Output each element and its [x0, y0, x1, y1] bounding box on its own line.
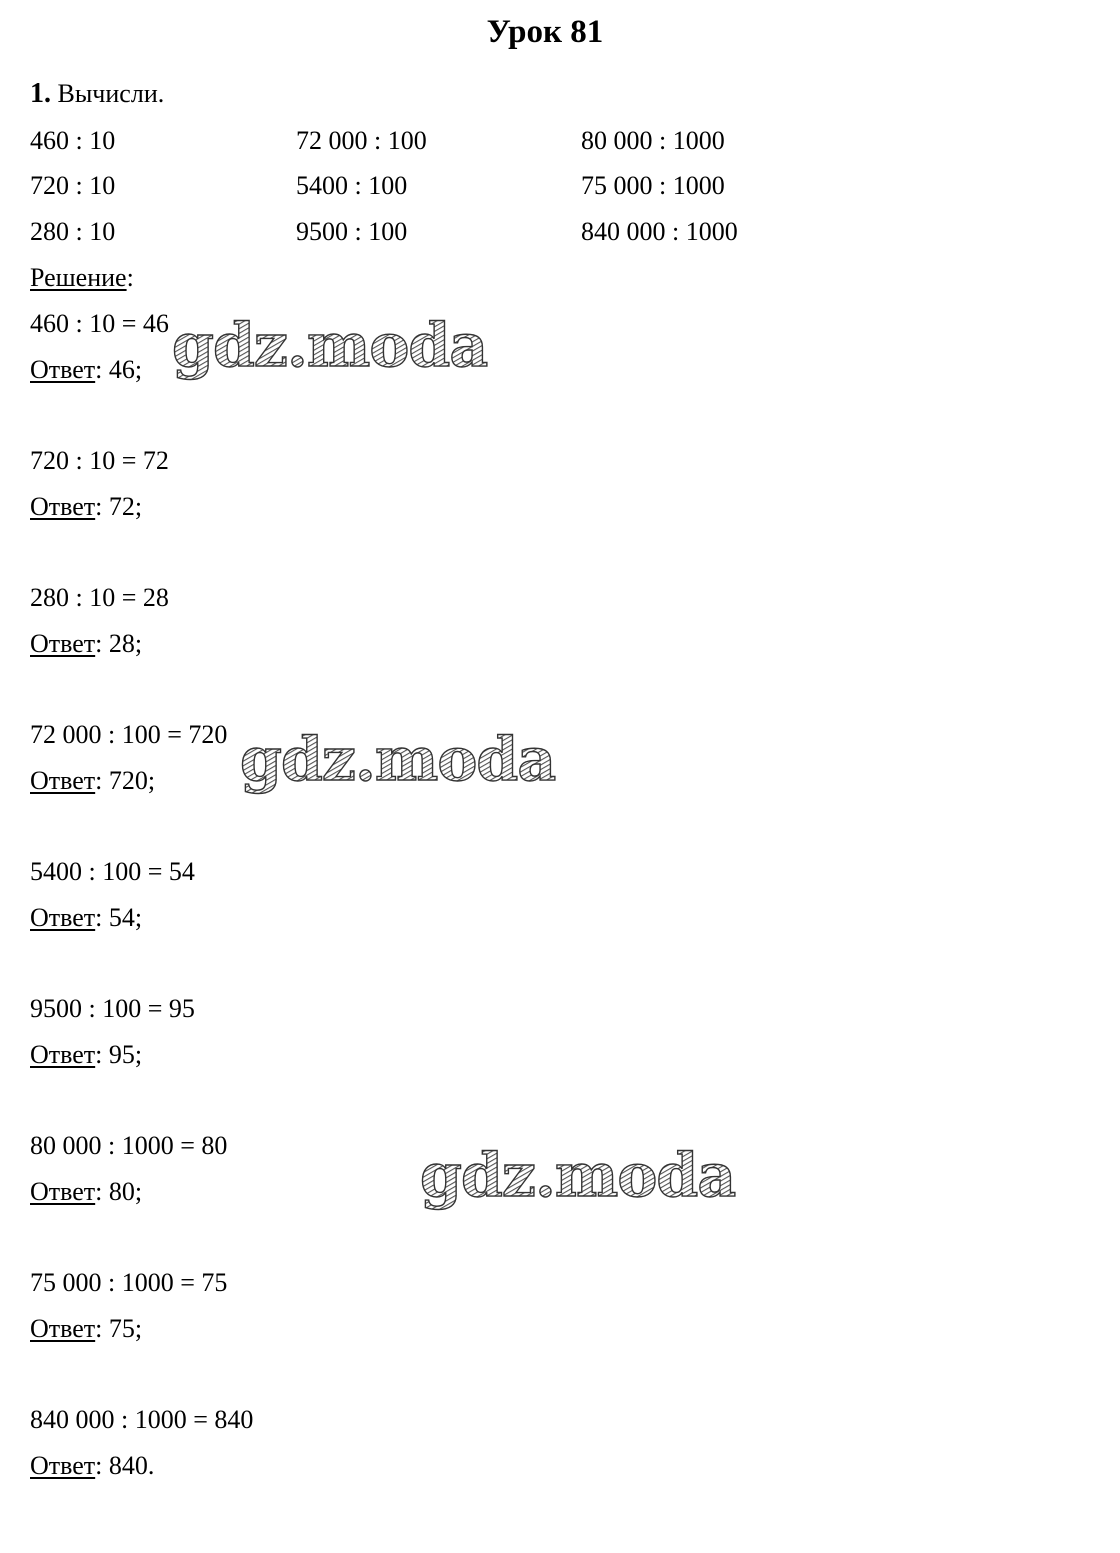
answer-line: Ответ: 46; — [30, 355, 143, 384]
answer-value: 840. — [108, 1451, 155, 1480]
svg-text:gdz.moda: gdz.moda — [240, 725, 556, 795]
answer-line: Ответ: 720; — [30, 766, 156, 795]
solution-expression: 840 000 : 1000 = 840 — [30, 1405, 254, 1434]
solution-heading: Решение: — [30, 263, 134, 292]
solution-expression: 75 000 : 1000 = 75 — [30, 1268, 228, 1297]
answer-label: Ответ — [30, 355, 96, 384]
solution-expression: 72 000 : 100 = 720 — [30, 720, 228, 749]
svg-text:gdz.moda: gdz.moda — [420, 1141, 736, 1211]
answer-label: Ответ — [30, 766, 96, 795]
problem-cell: 720 : 10 — [30, 171, 116, 200]
answer-line: Ответ: 28; — [30, 629, 143, 658]
answer-label: Ответ — [30, 1314, 96, 1343]
watermark-logo — [238, 722, 568, 802]
answer-label: Ответ — [30, 1177, 96, 1206]
solution-expression: 5400 : 100 = 54 — [30, 857, 195, 886]
answer-line: Ответ: 75; — [30, 1314, 143, 1343]
answer-line: Ответ: 72; — [30, 492, 143, 521]
answer-label: Ответ — [30, 903, 96, 932]
answer-value: 72; — [108, 492, 143, 521]
answer-line: Ответ: 840. — [30, 1451, 155, 1480]
answer-value: 95; — [108, 1040, 143, 1069]
answer-label: Ответ — [30, 492, 96, 521]
watermark-logo — [170, 308, 500, 388]
solution-expression: 9500 : 100 = 95 — [30, 994, 195, 1023]
task-text: Вычисли. — [57, 79, 165, 108]
task-number: 1. — [30, 78, 51, 109]
problem-cell: 9500 : 100 — [296, 217, 408, 246]
solution-expression: 280 : 10 = 28 — [30, 583, 169, 612]
answer-value: 75; — [108, 1314, 143, 1343]
answer-line: Ответ: 95; — [30, 1040, 143, 1069]
watermark-logo — [418, 1138, 748, 1218]
solution-label: Решение — [30, 263, 127, 292]
svg-text:gdz.moda: gdz.moda — [172, 311, 488, 381]
answer-value: 46; — [108, 355, 143, 384]
solution-expression: 720 : 10 = 72 — [30, 446, 169, 475]
answer-value: 28; — [108, 629, 143, 658]
task-heading — [30, 78, 164, 110]
problem-cell: 460 : 10 — [30, 126, 116, 155]
answer-label: Ответ — [30, 1040, 96, 1069]
problem-cell: 80 000 : 1000 — [581, 126, 725, 155]
problem-cell: 280 : 10 — [30, 217, 116, 246]
answer-line: Ответ: 54; — [30, 903, 143, 932]
problem-cell: 5400 : 100 — [296, 171, 408, 200]
problem-cell: 72 000 : 100 — [296, 126, 427, 155]
answer-value: 80; — [108, 1177, 143, 1206]
problem-cell: 840 000 : 1000 — [581, 217, 738, 246]
answer-value: 720; — [108, 766, 156, 795]
answer-label: Ответ — [30, 1451, 96, 1480]
solution-expression: 80 000 : 1000 = 80 — [30, 1131, 228, 1160]
page-title: Урок 81 — [486, 14, 604, 50]
problem-cell: 75 000 : 1000 — [581, 171, 725, 200]
answer-label: Ответ — [30, 629, 96, 658]
answer-value: 54; — [108, 903, 143, 932]
answer-line: Ответ: 80; — [30, 1177, 143, 1206]
solution-expression: 460 : 10 = 46 — [30, 309, 169, 338]
